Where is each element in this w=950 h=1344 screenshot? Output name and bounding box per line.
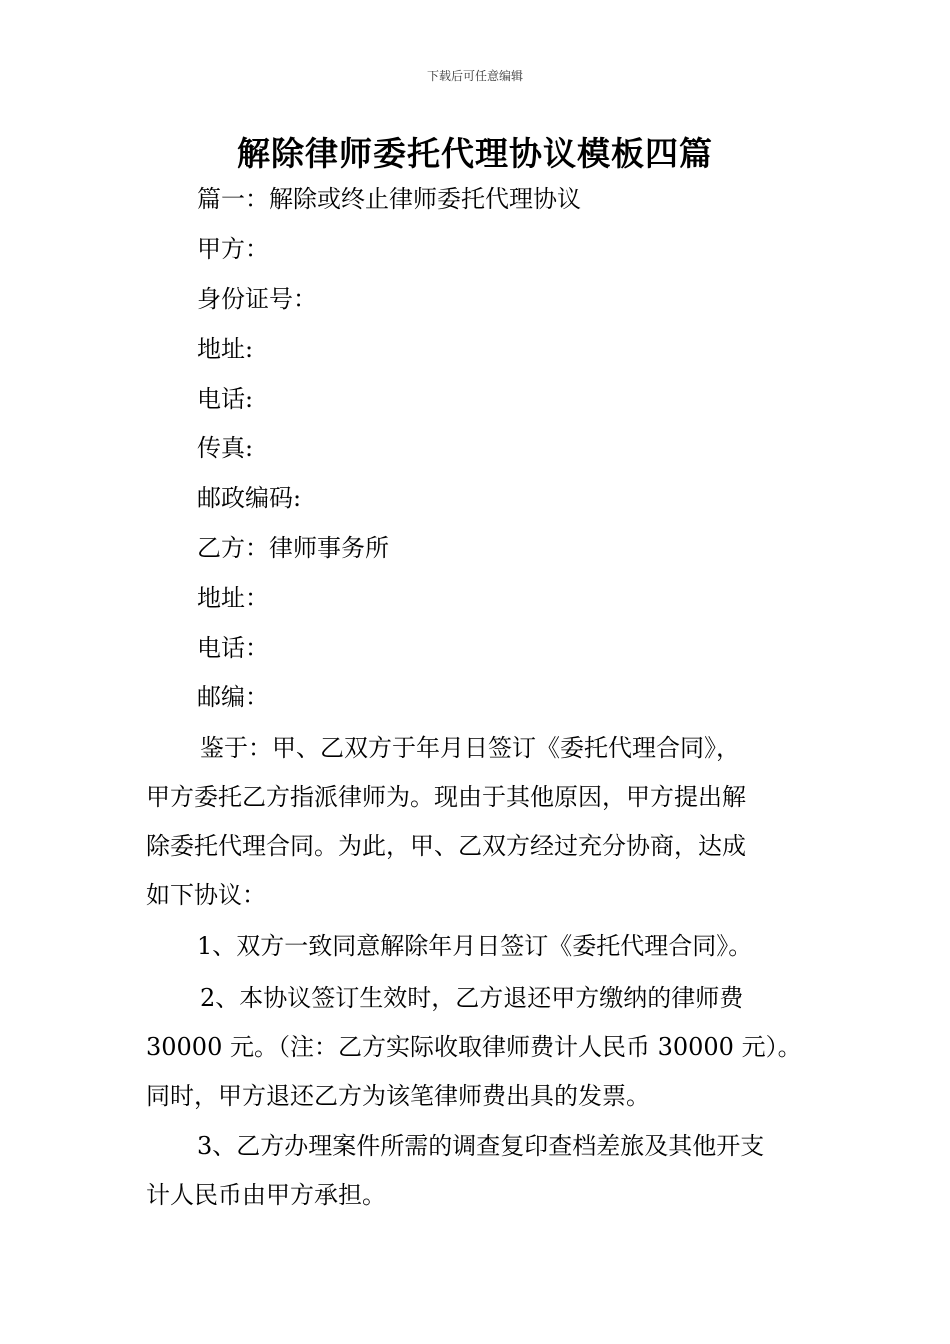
party-b-address: 地址： [197,584,269,612]
paragraph-line: 如下协议： [146,881,266,909]
paragraph-line: 甲方委托乙方指派律师为。现由于其他原因，甲方提出解 [146,783,746,811]
party-a-id-number: 身份证号： [197,285,317,313]
party-a-address: 地址: [197,335,254,363]
clause-1: 1、双方一致同意解除年月日签订《委托代理合同》。 [197,932,753,960]
clause-2-line: 2、本协议签订生效时，乙方退还甲方缴纳的律师费 [200,984,744,1012]
party-a-fax: 传真: [197,434,254,462]
document-title: 解除律师委托代理协议模板四篇 [237,134,713,173]
party-b-phone: 电话： [197,634,269,662]
section-heading: 篇一：解除或终止律师委托代理协议 [197,185,581,213]
party-b-label: 乙方：律师事务所 [197,534,389,562]
paragraph-line: 鉴于：甲、乙双方于年月日签订《委托代理合同》， [200,734,740,762]
header-note: 下载后可任意编辑 [426,69,523,83]
party-a-label: 甲方： [197,235,269,263]
party-b-postcode: 邮编： [197,683,269,711]
clause-3-line: 计人民币由甲方承担。 [146,1181,386,1209]
clause-2-line: 30000 元。（注：乙方实际收取律师费计人民币 30000 元）。 [146,1033,802,1061]
party-a-phone: 电话: [197,385,254,413]
clause-2-line: 同时，甲方退还乙方为该笔律师费出具的发票。 [146,1082,650,1110]
paragraph-line: 除委托代理合同。为此，甲、乙双方经过充分协商，达成 [146,832,746,860]
clause-3-line: 3、乙方办理案件所需的调查复印查档差旅及其他开支 [197,1132,765,1160]
party-a-postcode: 邮政编码: [197,484,302,512]
